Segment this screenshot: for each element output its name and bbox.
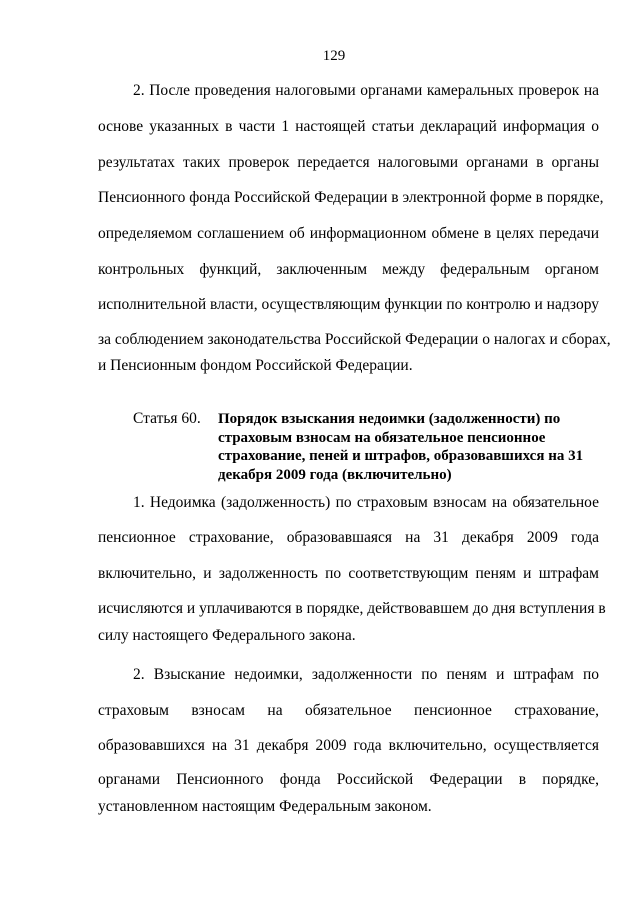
paragraph-line: 2. Взыскание недоимки, задолженности по пеням и штрафам по <box>133 666 599 683</box>
paragraph-line: органами Пенсионного фонда Российской Федерации в порядке, <box>98 771 599 788</box>
paragraph-line: определяемом соглашением об информационном обмене в целях передачи <box>98 225 599 242</box>
article-label: Статья 60. <box>133 410 201 427</box>
paragraph-line: 1. Недоимка (задолженность) по страховым взносам на обязательное <box>133 494 599 511</box>
article-title-line: страхование, пеней и штрафов, образовавшихся на 31 <box>218 448 584 464</box>
paragraph-line: пенсионное страхование, образовавшаяся на 31 декабря 2009 года <box>98 529 599 546</box>
paragraph-line: за соблюдением законодательства Российской Федерации о налогах и сборах, <box>98 331 611 348</box>
paragraph-line: установленном настоящим Федеральным законом. <box>98 798 432 815</box>
paragraph-line: страховым взносам на обязательное пенсионное страхование, <box>98 702 599 719</box>
paragraph-line: основе указанных в части 1 настоящей статьи деклараций информация о <box>98 118 599 135</box>
article-title-line: страховым взносам на обязательное пенсионное <box>218 429 546 446</box>
paragraph-line: и Пенсионным фондом Российской Федерации. <box>98 357 413 374</box>
page-number: 129 <box>322 48 346 64</box>
article-title-line: Порядок взыскания недоимки (задолженности) по <box>218 411 561 427</box>
paragraph-line: исчисляются и уплачиваются в порядке, действовавшем до дня вступления в <box>98 600 606 617</box>
paragraph-line: 2. После проведения налоговыми органами камеральных проверок на <box>133 82 599 99</box>
paragraph-line: образовавшихся на 31 декабря 2009 года включительно, осуществляется <box>98 737 599 754</box>
paragraph-line: Пенсионного фонда Российской Федерации в электронной форме в порядке, <box>98 189 604 206</box>
paragraph-line: результатах таких проверок передается налоговыми органами в органы <box>98 154 599 171</box>
paragraph-line: исполнительной власти, осуществляющим функции по контролю и надзору <box>98 296 599 313</box>
article-title <box>218 410 598 484</box>
paragraph-line: включительно, и задолженность по соответствующим пеням и штрафам <box>98 565 599 582</box>
article-title-line: декабря 2009 года (включительно) <box>218 466 452 483</box>
paragraph-line: силу настоящего Федерального закона. <box>98 627 356 644</box>
paragraph-line: контрольных функций, заключенным между федеральным органом <box>98 261 599 278</box>
